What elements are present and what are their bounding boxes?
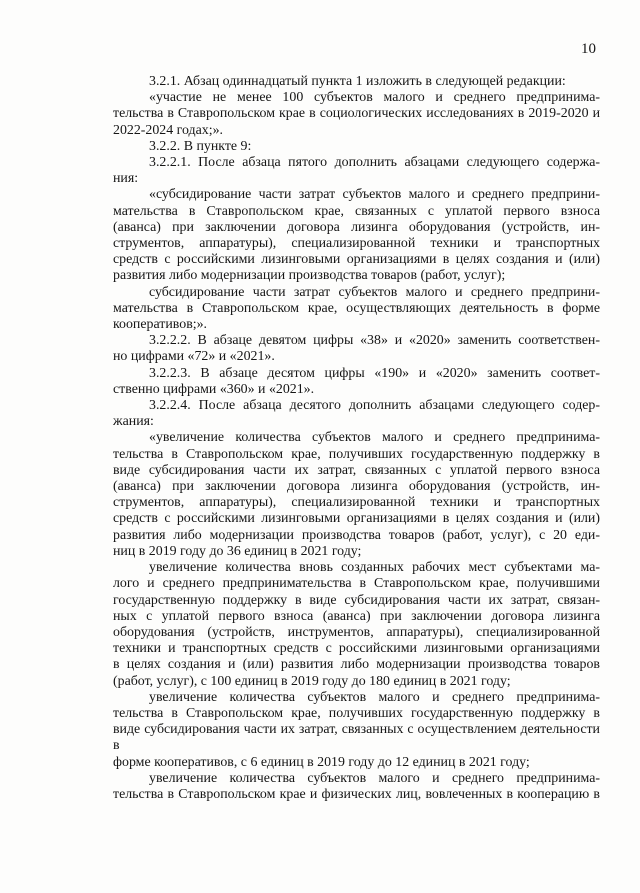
text-line: тельства в Ставропольском крае и физических лиц, вовлеченных в кооперацию в <box>113 786 600 802</box>
text-line: жания: <box>113 414 154 430</box>
text-line: субсидирование части затрат субъектов малого и среднего предприни- <box>149 284 600 300</box>
text-line: струментов, аппаратуры), специализированной техники и транспортных <box>113 495 600 511</box>
text-line: оборудования (устройств, инструментов, аппаратуры), специализированной <box>113 624 600 640</box>
text-line: мательства в Ставропольском крае, осуществляющих деятельность в форме <box>113 300 600 316</box>
text-line: 2022-2024 годах;». <box>113 122 224 138</box>
text-line: тельства в Ставропольском крае в социологических исследованиях в 2019-2020 и <box>113 106 600 122</box>
text-line: ниц в 2019 году до 36 единиц в 2021 году; <box>113 543 362 559</box>
text-line: виде субсидирования части их затрат, связанных с осуществлением деятельности в <box>113 722 600 754</box>
text-line: но цифрами «72» и «2021». <box>113 349 275 365</box>
document-body <box>113 74 600 803</box>
text-line: средств с российскими лизинговыми организациями в целях создания и (или) <box>113 511 600 527</box>
text-line: «увеличение количества субъектов малого и среднего предпринима- <box>149 430 600 446</box>
text-line: форме кооперативов, с 6 единиц в 2019 году до 12 единиц в 2021 году; <box>113 754 530 770</box>
text-line: ственно цифрами «360» и «2021». <box>113 381 315 397</box>
page-number: 10 <box>581 41 596 57</box>
text-line: 3.2.2.4. После абзаца десятого дополнить абзацами следующего содер- <box>149 398 600 414</box>
text-line: (аванса) при заключении договора лизинга оборудования (устройств, ин- <box>113 479 600 495</box>
text-line: увеличение количества вновь созданных рабочих мест субъектами ма- <box>149 560 600 576</box>
text-line: тельства в Ставропольском крае, получивших государственную поддержку в <box>113 705 600 721</box>
text-line: 3.2.2.1. После абзаца пятого дополнить абзацами следующего содержа- <box>149 155 600 171</box>
text-line: развития либо модернизации производства товаров (работ, услуг); <box>113 268 506 284</box>
text-line: «субсидирование части затрат субъектов малого и среднего предприни- <box>149 187 600 203</box>
text-line: кооперативов;». <box>113 317 208 333</box>
text-line: увеличение количества субъектов малого и среднего предпринима- <box>149 770 600 786</box>
text-line: 3.2.2.2. В абзаце девятом цифры «38» и «2020» заменить соответствен- <box>149 333 600 349</box>
text-line: 3.2.2.3. В абзаце десятом цифры «190» и «2020» заменить соответ- <box>149 365 600 381</box>
text-line: мательства в Ставропольском крае, связанных с уплатой первого взноса <box>113 203 600 219</box>
text-line: в целях создания и (или) развития либо модернизации производства товаров <box>113 657 600 673</box>
text-line: развития либо модернизации производства товаров (работ, услуг), с 20 еди- <box>113 527 600 543</box>
text-line: ния: <box>113 171 139 187</box>
text-line: ных с уплатой первого взноса (аванса) при заключении договора лизинга <box>113 608 600 624</box>
text-line: государственную поддержку в виде субсидирования части их затрат, связан- <box>113 592 600 608</box>
text-line: виде субсидирования части их затрат, связанных с уплатой первого взноса <box>113 462 600 478</box>
text-line: струментов, аппаратуры), специализированной техники и транспортных <box>113 236 600 252</box>
text-line: «участие не менее 100 субъектов малого и среднего предпринима- <box>149 90 600 106</box>
text-line: 3.2.1. Абзац одиннадцатый пункта 1 изложить в следующей редакции: <box>149 74 566 89</box>
text-line: увеличение количества субъектов малого и среднего предпринима- <box>149 689 600 705</box>
text-line: (аванса) при заключении договора лизинга оборудования (устройств, ин- <box>113 219 600 235</box>
text-line: средств с российскими лизинговыми организациями в целях создания и (или) <box>113 252 600 268</box>
text-line: 3.2.2. В пункте 9: <box>149 138 252 154</box>
text-line: лого и среднего предпринимательства в Ставропольском крае, получившими <box>113 576 600 592</box>
text-line: техники и транспортных средств с российскими лизинговыми организациями <box>113 641 600 657</box>
text-line: тельства в Ставропольском крае, получивших государственную поддержку в <box>113 446 600 462</box>
text-line: (работ, услуг), с 100 единиц в 2019 году до 180 единиц в 2021 году; <box>113 673 511 689</box>
